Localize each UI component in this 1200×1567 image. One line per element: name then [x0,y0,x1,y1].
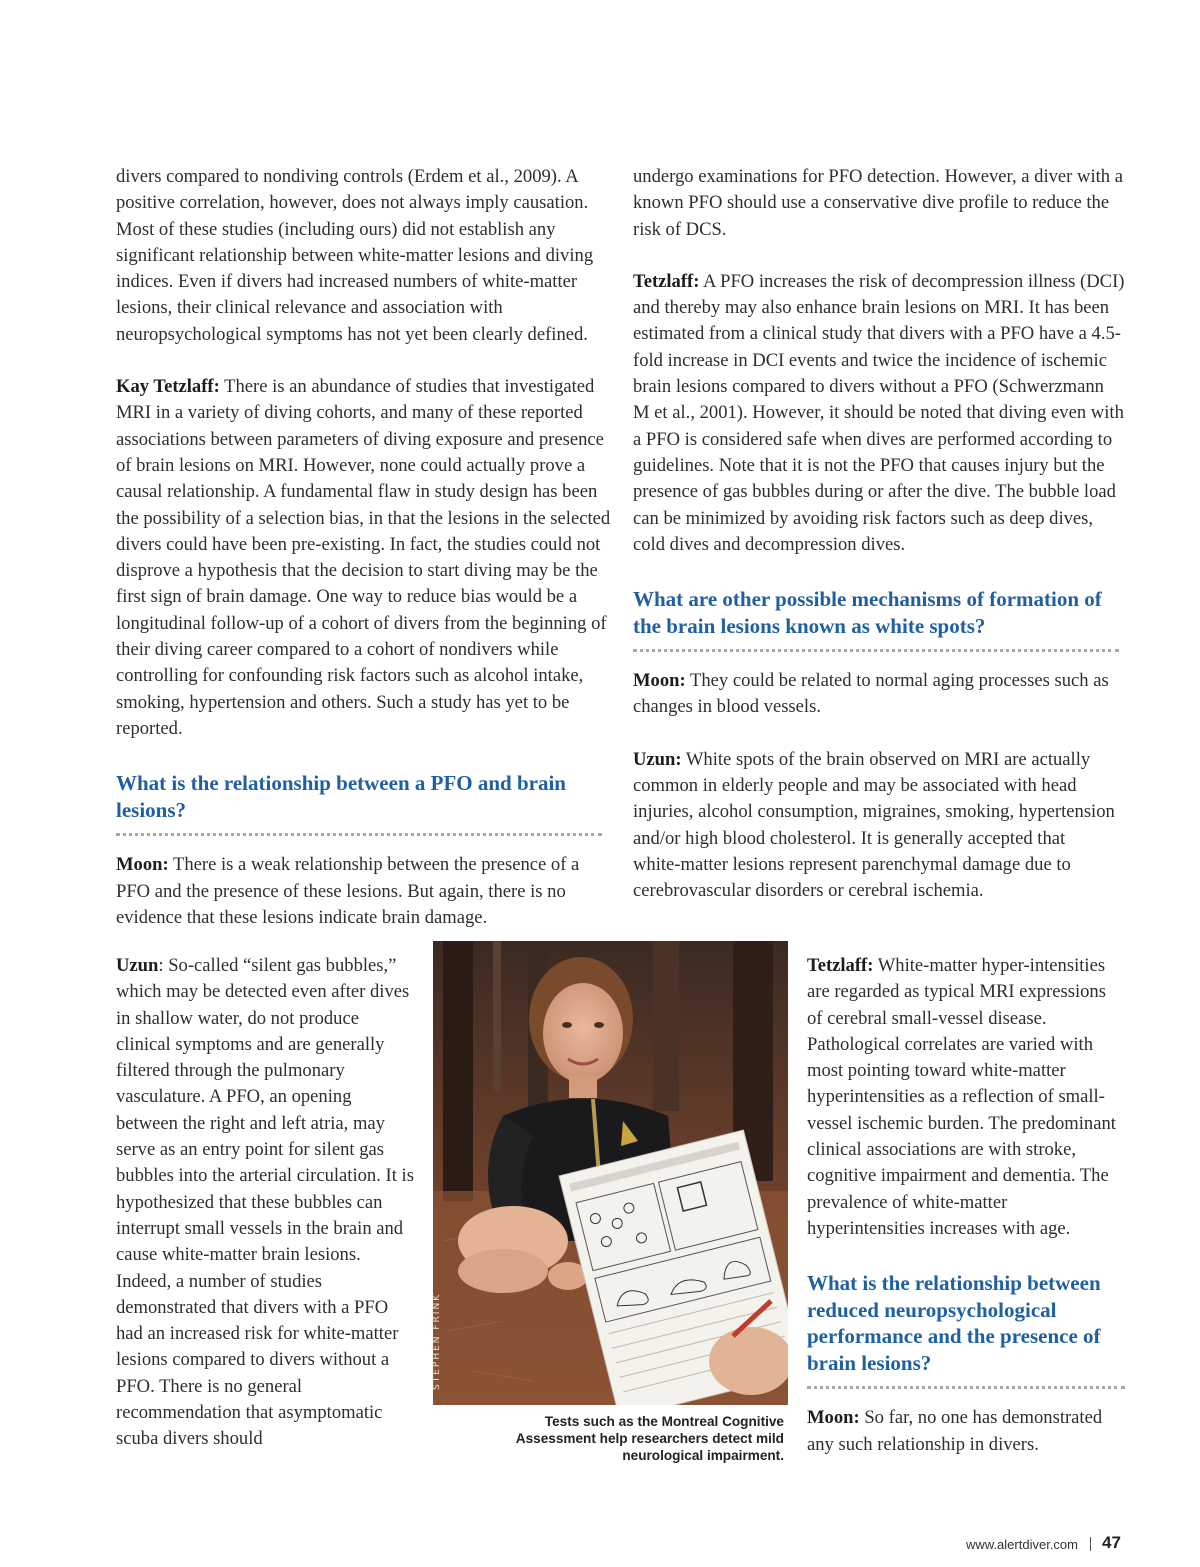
right-paragraph-3: Moon: They could be related to normal aging processes such as changes in blood vessels. [633,670,1109,718]
diver-photo [433,941,788,1405]
narrow-paragraph-1: Tetzlaff: White-matter hyper-intensities are regarded as typical MRI expressions of cerebral small-vessel disease. Pathological correlates are varied with most pointing toward white-matter hyperintensities as a reflection of small-vessel ischemic burden. The predominant clinical associations are with stroke, cognitive impairment and dementia. The prevalence of white-matter hyperintensities increases with age. [807,955,1116,1239]
speaker-moon: Moon: [633,670,686,692]
speaker-tetzlaff: Kay Tetzlaff: [116,376,220,398]
photo-caption: Tests such as the Montreal Cognitive Assessment help researchers detect mild neurological impairment. [515,1414,784,1463]
footer-divider [1090,1537,1091,1551]
speaker-tetzlaff: Tetzlaff: [633,270,700,292]
footer-url: www.alertdiver.com [966,1537,1078,1552]
right-paragraph-4: Uzun: White spots of the brain observed on MRI are actually common in elderly people and may be associated with head injuries, alcohol consumption, migraines, smoking, hypertension and/or high blood cholesterol. It is generally accepted that white-matter lesions represent parenchymal damage due to cerebrovascular disorders or cerebral ischemia. [633,748,1115,902]
photo-credit: STEPHEN FRINK [432,1292,442,1390]
right-paragraph-2: Tetzlaff: A PFO increases the risk of decompression illness (DCI) and thereby may also enhance brain lesions on MRI. It has been estimated from a clinical study that divers with a PFO have a 4.5-fold increase in DCI events and twice the incidence of ischemic brain lesions compared to divers without a PFO (Schwerzmann M et al., 2001). However, it should be noted that diving even with a PFO is considered safe when dives are performed according to guidelines. Note that it is not the PFO that causes injury but the presence of gas bubbles during or after the dive. The bubble load can be minimized by avoiding risk factors such as deep dives, cold dives and decompression dives. [633,270,1125,555]
question-neuropsych: What is the relationship between reduced neuropsychological performance and the presence of brain lesions? [807,1271,1101,1375]
narrow-paragraph-2: Moon: So far, no one has demonstrated any such relationship in divers. [807,1407,1103,1455]
speaker-tetzlaff: Tetzlaff: [807,955,874,976]
question-divider [633,649,1119,652]
speaker-moon: Moon: [116,854,169,876]
left-paragraph-2: Kay Tetzlaff: There is an abundance of studies that investigated MRI in a variety of diving cohorts, and many of these reported associations between parameters of diving exposure and presence of brain lesions on MRI. However, none could actually prove a causal relationship. A fundamental flaw in study design has been the possibility of a selection bias, in that the lesions in the selected divers could have been pre-existing. In fact, the studies could not disprove a hypothesis that the decision to start diving may be the first sign of brain damage. One way to reduce bias would be a longitudinal follow-up of a cohort of divers from the beginning of their diving career compared to a cohort of nondivers while controlling for confounding risk factors such as alcohol intake, smoking, hypertension and others. Such a study has yet to be reported. [116,376,611,739]
question-white-spots: What are other possible mechanisms of formation of the brain lesions known as white spots? [633,587,1102,638]
left-paragraph-3: Moon: There is a weak relationship between the presence of a PFO and the presence of these lesions. But again, there is no evidence that these lesions indicate brain damage. [116,854,580,928]
left-column [116,164,612,931]
speaker-uzun: Uzun [116,955,159,976]
right-narrow-column [807,953,1117,1458]
speaker-moon: Moon: [807,1407,860,1429]
question-divider [807,1386,1125,1389]
left-narrow-column [116,953,416,1453]
speaker-uzun: Uzun: [633,748,682,770]
page-number: 47 [1102,1533,1121,1552]
photo-illustration [433,941,788,1405]
right-column [633,164,1125,905]
left-paragraph-4: Uzun: So-called “silent gas bubbles,” which may be detected even after dives in shallow water, do not produce clinical symptoms and are generally filtered through the pulmonary vasculature. A PFO, an opening between the right and left atria, may serve as an entry point for silent gas bubbles into the arterial circulation. It is hypothesized that these bubbles can interrupt small vessels in the brain and cause white-matter brain lesions. Indeed, a number of studies demonstrated that divers with a PFO had an increased risk for white-matter lesions compared to divers without a PFO. There is no general recommendation that asymptomatic scuba divers should [116,955,414,1450]
question-divider [116,833,602,836]
right-paragraph-1: undergo examinations for PFO detection. However, a diver with a known PFO should use a conservative dive profile to reduce the risk of DCS. [633,166,1123,240]
left-paragraph-1: divers compared to nondiving controls (Erdem et al., 2009). A positive correlation, however, does not always imply causation. Most of these studies (including ours) did not establish any significant relationship between white-matter lesions and diving indices. Even if divers had increased numbers of white-matter lesions, their clinical relevance and association with neuropsychological symptoms has not yet been clearly defined. [116,166,594,345]
question-pfo-lesions: What is the relationship between a PFO and brain lesions? [116,771,566,822]
